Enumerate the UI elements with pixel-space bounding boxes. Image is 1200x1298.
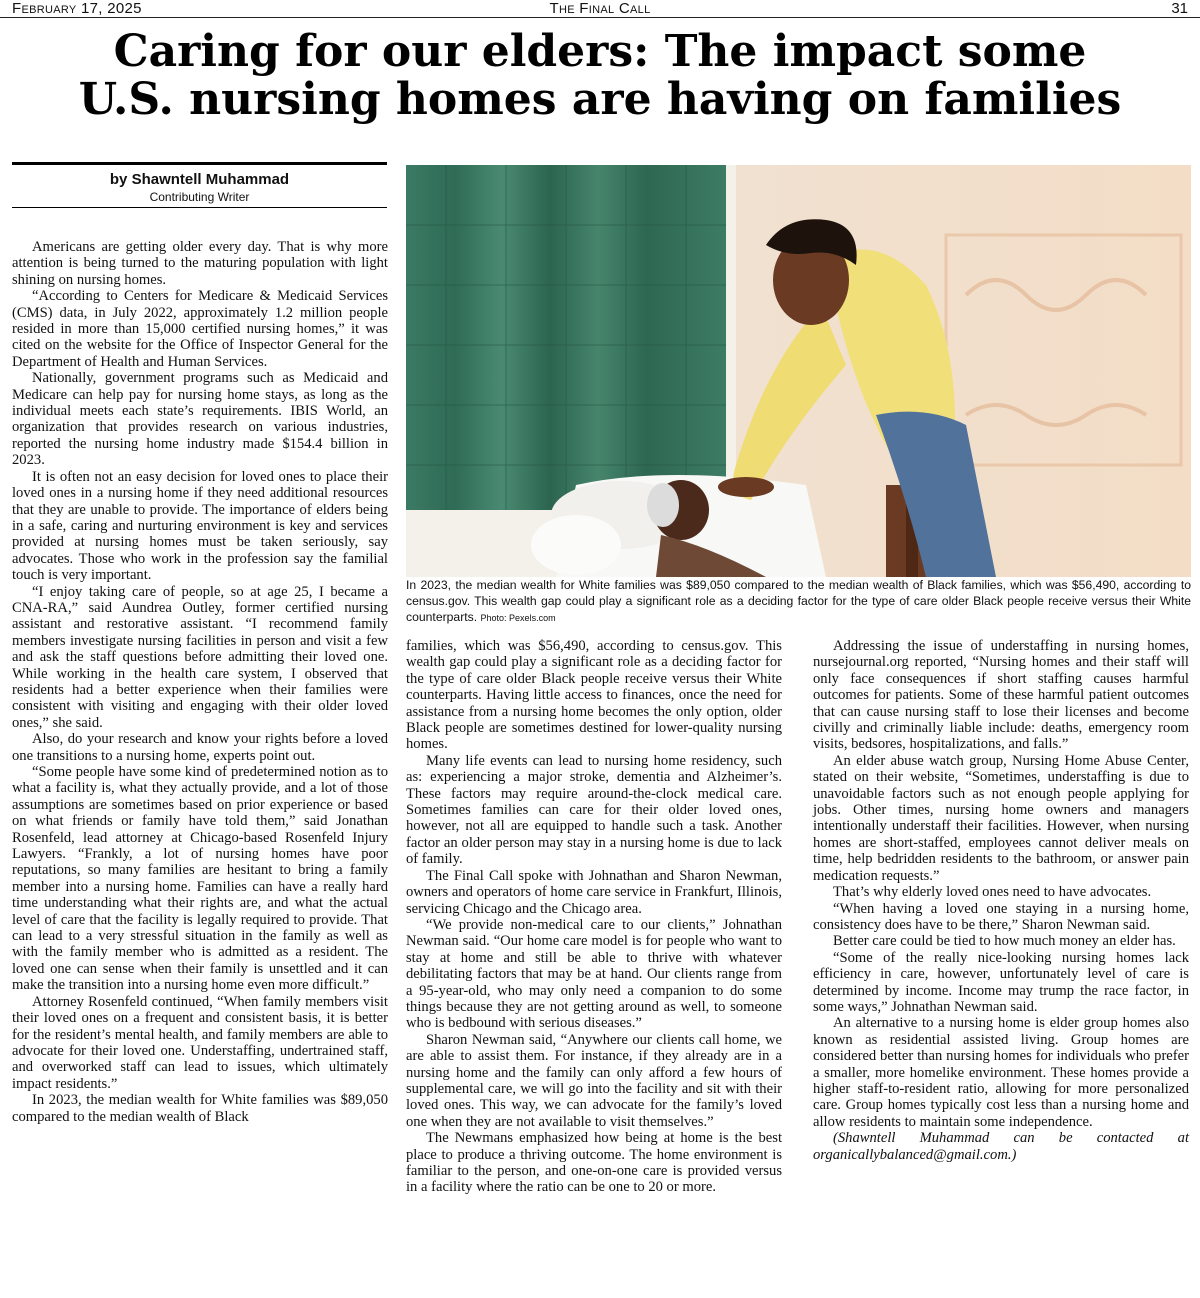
paragraph: In 2023, the median wealth for White families was $89,050 compared to the median wealth of Black (12, 1092, 388, 1125)
paragraph: Addressing the issue of understaffing in nursing homes, nursejournal.org reported, “Nursing homes and their staff will only face consequences if short staffing causes harmful outcomes for patients. Some of these harmful patient outcomes that can cause nursing staff to lose their licenses and become civilly and criminally liable include: deaths, emergency room visits, bedsores, hospitalizations, and falls.” (813, 638, 1189, 753)
page-header (0, 0, 1200, 18)
photo-credit: Photo: Pexels.com (480, 613, 556, 623)
author-name: by Shawntell Muhammad (109, 171, 290, 188)
article-column-2 (406, 638, 782, 1196)
paragraph: The Newmans emphasized how being at home is the best place to produce a thriving outcome. The home environment is familiar to the person, and one-on-one care is provided versus in a facility where the ratio can be one to 20 or more. (406, 1130, 782, 1196)
paragraph: Attorney Rosenfeld continued, “When family members visit their loved ones on a frequent and consistent basis, it is better for the resident’s mental health, and family members are able to advocate for their loved one. Understaffing, undertrained staff, and overworked staff can lead to issues, which ultimately impact residents.” (12, 993, 388, 1092)
paragraph: Nationally, government programs such as Medicaid and Medicare can help pay for nursing home stays, as long as the individual meets each state’s requirements. IBIS World, an organization that provides research on various industries, reported the nursing home industry made $154.4 billion in 2023. (12, 370, 388, 469)
paragraph: The Final Call spoke with Johnathan and Sharon Newman, owners and operators of home care service in Frankfurt, Illinois, servicing Chicago and the Chicago area. (406, 867, 782, 917)
headline-line-2: U.S. nursing homes are having on families (78, 74, 1122, 125)
paragraph: An elder abuse watch group, Nursing Home Abuse Center, stated on their website, “Sometimes, understaffing is due to unavoidable factors such as not enough people applying for jobs. Other times, nursing home owners and managers intentionally understaff their facilities. However, when nursing homes are short-staffed, employees cannot deliver meals on time, help bedridden residents to the bathroom, or answer pain medication requests.” (813, 752, 1189, 884)
paragraph: “We provide non-medical care to our clients,” Johnathan Newman said. “Our home care model is for people who want to stay at home and still be able to thrive with whatever debilitating factors that may be at hand. Our clients range from a 95-year-old, who may only need a companion to do some things because they are not getting around as well, to someone who is bedbound with serious diseases.” (406, 916, 782, 1032)
page-number: 31 (1171, 0, 1188, 17)
issue-date: February 17, 2025 (12, 0, 142, 17)
paragraph: Sharon Newman said, “Anywhere our clients call home, we are able to assist them. For instance, if they already are in a nursing home and the family can only afford a few hours of supplemental care, we will go into the facility and sit with their loved ones. This way, we can advocate for the family’s loved one when they are not available to visit themselves.” (406, 1031, 782, 1130)
photo-caption (406, 577, 1191, 626)
caption-text: In 2023, the median wealth for White families was $89,050 compared to the median wealth of Black families, which was $56,490, according to census.gov. This wealth gap could play a significant role as a deciding factor for the type of care older Black people receive versus their White counterparts. (406, 578, 1191, 624)
headline-line-1: Caring for our elders: The impact some (113, 26, 1087, 77)
article-photo (406, 165, 1191, 577)
author-role: Contributing Writer (149, 190, 250, 204)
article-column-1 (12, 239, 388, 1125)
paragraph: “Some of the really nice-looking nursing homes lack efficiency in care, however, unfortunately level of care is determined by income. Income may trump the race factor, in some ways,” Johnathan Newman said. (813, 949, 1189, 1015)
article-headline (0, 28, 1200, 124)
paragraph: “Some people have some kind of predetermined notion as to what a facility is, what they actually provide, and a lot of those assumptions are sometimes based on prior experience or based on what friends or family have told them,” said Jonathan Rosenfeld, lead attorney at Chicago-based Rosenfeld Injury Lawyers. “Frankly, a lot of nursing homes have poor reputations, so many families are hesitant to bring a family member into a nursing home. Families can have a really hard time understanding what their rights are, and what the actual level of care that the facility is legally required to provide. That can lead to a very stressful situation in the family as well as with the family member who is admitted as a resident. The loved one can sense when their family is unsettled and it can make the transition into a nursing home even more difficult.” (12, 764, 388, 994)
paragraph: Better care could be tied to how much money an elder has. (833, 933, 1176, 950)
paragraph: “When having a loved one staying in a nursing home, consistency does have to be there,” Sharon Newman said. (813, 900, 1189, 933)
paragraph: “I enjoy taking care of people, so at age 25, I became a CNA-RA,” said Aundrea Outley, former certified nursing assistant and restorative assistant. “I recommend family members investigate nursing facilities in person and visit a few and ask the staff questions before admitting their loved one. While working in the health care system, I observed that residents had a better experience when their families were consistent with visiting and engaging with their older loved ones,” she said. (12, 583, 388, 731)
article-column-3 (813, 638, 1189, 1163)
paragraph: “According to Centers for Medicare & Medicaid Services (CMS) data, in July 2022, approximately 1.2 million people resided in more than 15,000 certified nursing homes,” it was cited on the website for the Office of Inspector General for the Department of Health and Human Services. (12, 288, 388, 370)
paragraph: An alternative to a nursing home is elder group homes also known as residential assisted living. Group homes are considered better than nursing homes for individuals who prefer a smaller, more homelike environment. These homes provide a higher staff-to-resident ratio, allowing for more personalized care. Group homes typically cost less than a nursing home and allow residents to maintain some independence. (813, 1015, 1189, 1130)
publication-name: The Final Call (549, 0, 651, 17)
paragraph: Many life events can lead to nursing home residency, such as: experiencing a major stroke, dementia and Alzheimer’s. These factors may require around-the-clock medical care. Sometimes families can care for their older loved ones, however, not all are equipped to handle such a task. Another factor an older person may stay in a nursing home is due to lack of family. (406, 752, 782, 868)
paragraph: Americans are getting older every day. That is why more attention is being turned to the maturing population with light shining on nursing homes. (12, 239, 388, 288)
author-contact-signoff: (Shawntell Muhammad can be contacted at organicallybalanced@gmail.com.) (813, 1130, 1189, 1163)
paragraph: That’s why elderly loved ones need to have advocates. (833, 884, 1152, 901)
byline-box (12, 162, 387, 208)
paragraph: families, which was $56,490, according to census.gov. This wealth gap could play a significant role as a deciding factor for the type of care older Black people receive versus their White counterparts. Having little access to finances, once the need for assistance from a nursing home becomes the only option, older Black people are sometimes destined for lower-quality nursing homes. (406, 638, 782, 753)
paragraph: Also, do your research and know your rights before a loved one transitions to a nursing home, experts point out. (12, 731, 388, 764)
paragraph: It is often not an easy decision for loved ones to place their loved ones in a nursing home if they need additional resources that they are unable to provide. The importance of elders being in a safe, caring and nurturing environment is key and services provided at nursing homes must be taken seriously, say advocates. Those who work in the profession say the familial touch is very important. (12, 468, 388, 584)
